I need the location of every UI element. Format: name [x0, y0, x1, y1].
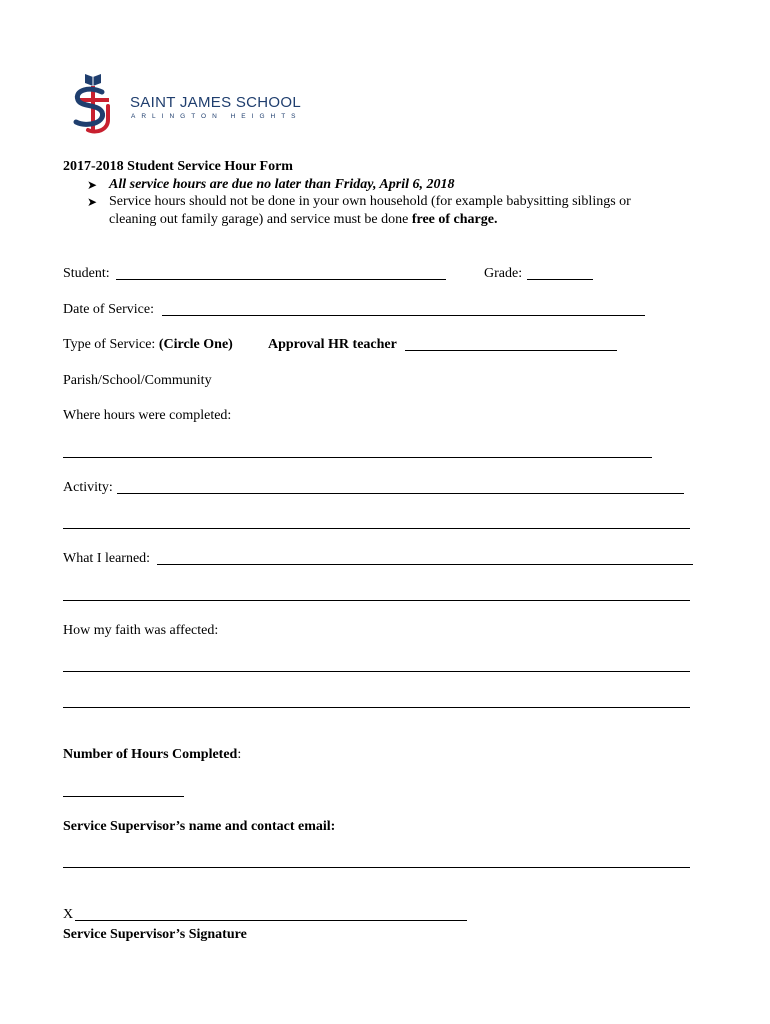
supervisor-signature-label: Service Supervisor’s Signature — [63, 927, 247, 942]
form-title: 2017-2018 Student Service Hour Form — [63, 159, 293, 174]
approval-hr-teacher-label: Approval HR teacher — [268, 337, 397, 352]
student-field[interactable] — [116, 279, 446, 280]
school-name: SAINT JAMES SCHOOL — [130, 94, 301, 111]
free-of-charge-text: free of charge. — [411, 212, 498, 227]
grade-label: Grade: — [484, 266, 523, 281]
bullet-arrow-icon: ➤ — [87, 195, 98, 209]
activity-field[interactable] — [117, 493, 684, 494]
household-rule-line1: Service hours should not be done in your own household (for example babysitting siblings or — [109, 194, 631, 209]
saint-james-crest-icon — [68, 70, 118, 136]
faith-affected-field-line2[interactable] — [63, 707, 690, 708]
hours-completed-label — [63, 746, 241, 764]
circle-one-text: (Circle One) — [158, 337, 233, 352]
bullet-arrow-icon: ➤ — [87, 178, 98, 192]
household-rule-line2 — [109, 211, 497, 229]
student-label: Student: — [63, 266, 110, 281]
supervisor-contact-field[interactable] — [63, 867, 690, 868]
school-location: ARLINGTON HEIGHTS — [131, 113, 302, 120]
school-logo — [68, 70, 118, 136]
grade-field[interactable] — [527, 279, 593, 280]
where-hours-label: Where hours were completed: — [63, 408, 232, 423]
hours-colon: : — [237, 747, 242, 762]
due-date-notice: All service hours are due no later than Friday, April 6, 2018 — [109, 177, 455, 192]
household-rule-text: cleaning out family garage) and service must be done — [109, 212, 412, 227]
faith-affected-label: How my faith was affected: — [63, 623, 219, 638]
hours-completed-text: Number of Hours Completed — [63, 747, 238, 762]
hours-completed-field[interactable] — [63, 796, 184, 797]
activity-label: Activity: — [63, 480, 113, 495]
type-of-service-label — [63, 336, 233, 354]
what-i-learned-field-line2[interactable] — [63, 600, 690, 601]
date-of-service-label: Date of Service: — [63, 302, 154, 317]
what-i-learned-label: What I learned: — [63, 551, 151, 566]
signature-x-mark: X — [63, 907, 74, 922]
type-of-service-text: Type of Service: — [63, 337, 159, 352]
where-hours-field[interactable] — [63, 457, 652, 458]
supervisor-signature-field[interactable] — [75, 920, 467, 921]
faith-affected-field-line1[interactable] — [63, 671, 690, 672]
supervisor-contact-label: Service Supervisor’s name and contact email: — [63, 819, 336, 834]
what-i-learned-field[interactable] — [157, 564, 693, 565]
date-of-service-field[interactable] — [162, 315, 645, 316]
service-type-options[interactable]: Parish/School/Community — [63, 373, 212, 388]
activity-field-line2[interactable] — [63, 528, 690, 529]
approval-hr-teacher-field[interactable] — [405, 350, 617, 351]
